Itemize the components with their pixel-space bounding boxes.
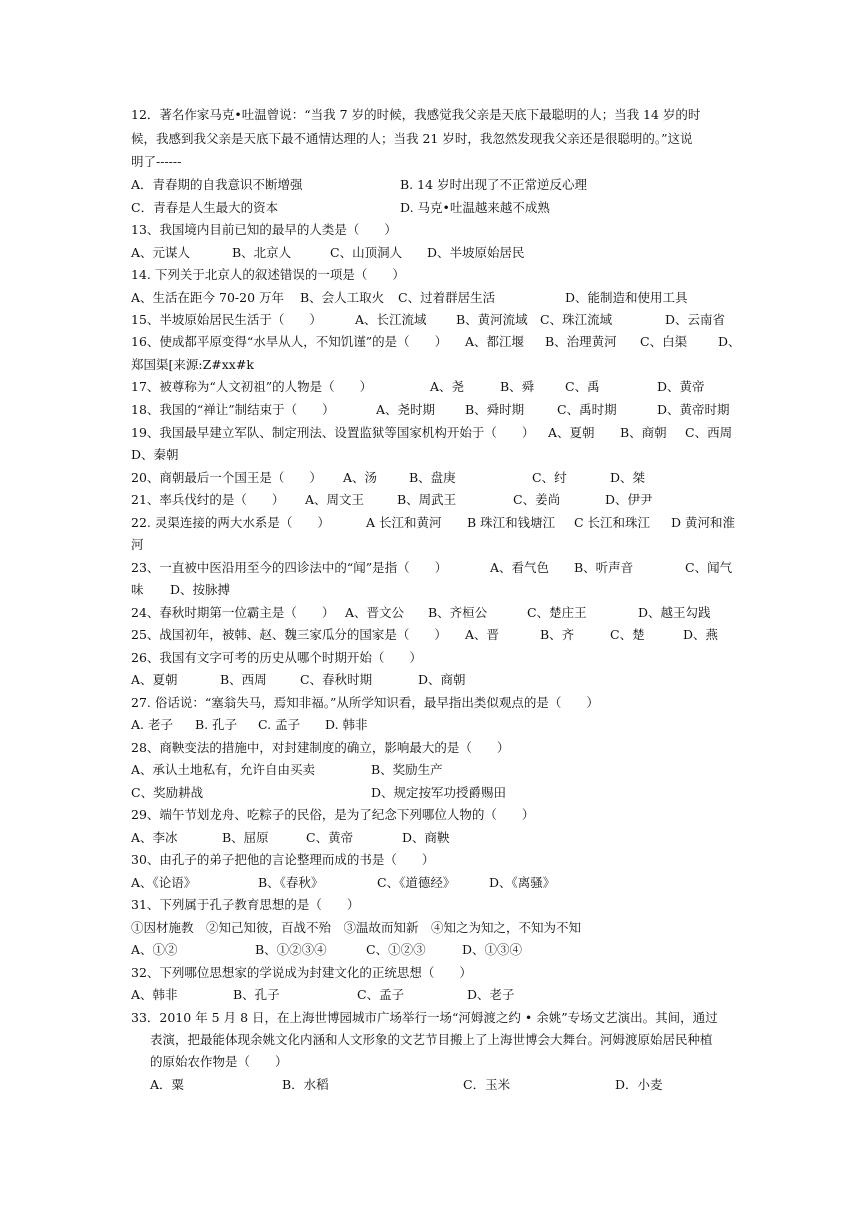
q19-option-b: B、商朝 — [620, 425, 667, 440]
q26-option-a: A、夏朝 — [131, 672, 178, 687]
q18-option-d: D、黄帝时期 — [657, 402, 730, 417]
q33-option-c: C．玉米 — [463, 1077, 511, 1092]
q21-option-b: B、周武王 — [397, 492, 457, 507]
q29-option-b: B、屈原 — [222, 830, 269, 845]
q25-option-d: D、燕 — [683, 627, 719, 642]
q19-option-c: C、西周 — [685, 425, 733, 440]
q25-stem: 25、战国初年，被韩、赵、魏三家瓜分的国家是（ ） — [131, 627, 447, 642]
q28-stem: 28、商鞅变法的措施中，对封建制度的确立，影响最大的是（ ） — [131, 740, 510, 755]
q30-option-b: B、《春秋》 — [258, 875, 324, 890]
q24-option-d: D、越王勾践 — [638, 605, 711, 620]
q30-option-d: D、《离骚》 — [489, 875, 556, 890]
q33-stem-line-1: 33．2010 年 5 月 8 日，在上海世博园城市广场举行一场“河姆渡之约 • 余姚”专场文艺演出。其间，通过 — [131, 1010, 718, 1025]
q13-option-b: B、北京人 — [232, 245, 292, 260]
q28-option-c: C、奖励耕战 — [131, 785, 204, 800]
q33-stem-line-3: 的原始农作物是（ ） — [150, 1054, 288, 1069]
q27-option-b: B. 孔子 — [195, 717, 238, 732]
q18-option-a: A、尧时期 — [376, 402, 436, 417]
q12-stem-line-1: 12．著名作家马克•吐温曾说：“当我 7 岁的时候，我感觉我父亲是天底下最聪明的人；当我 14 岁的时 — [131, 107, 701, 122]
q23-option-b: B、听声音 — [574, 560, 634, 575]
q31-items: ①因材施教 ②知己知彼，百战不殆 ③温故而知新 ④知之为知之，不知为不知 — [131, 920, 582, 935]
q24-option-a: A、晋文公 — [345, 605, 405, 620]
q17-option-c: C、禹 — [565, 379, 600, 394]
q31-option-c: C、①②③ — [366, 942, 426, 957]
q23-option-a: A、看气色 — [490, 560, 550, 575]
q16-continuation: 郑国渠[来源:Z#xx#k — [131, 357, 254, 372]
q23-stem: 23、一直被中医沿用至今的四诊法中的“闻”是指（ ） — [131, 560, 448, 575]
q32-option-c: C、孟子 — [357, 987, 405, 1002]
q18-option-c: C、禹时期 — [557, 402, 617, 417]
q25-option-a: A、晋 — [465, 627, 500, 642]
q12-option-a: A．青春期的自我意识不断增强 — [131, 177, 303, 192]
q33-stem-line-2: 表演，把最能体现余姚文化内涵和人文形象的文艺节目搬上了上海世博会大舞台。河姆渡原始居民种植 — [150, 1032, 713, 1047]
q23-option-c: C、闻气 — [685, 560, 733, 575]
q27-stem: 27. 俗话说：“塞翁失马，焉知非福。”从所学知识看，最早指出类似观点的是（ ） — [131, 695, 599, 710]
q32-stem: 32、下列哪位思想家的学说成为封建文化的正统思想（ ） — [131, 965, 472, 980]
q22-option-c: C 长江和珠江 — [574, 515, 651, 530]
q13-option-d: D、半坡原始居民 — [427, 245, 525, 260]
q20-stem: 20、商朝最后一个国王是（ ） — [131, 470, 322, 485]
q16-stem: 16、使成都平原变得“水旱从人，不知饥谨”的是（ ） — [131, 334, 448, 349]
q21-option-c: C、姜尚 — [513, 492, 561, 507]
q17-option-b: B、舜 — [500, 379, 535, 394]
q25-option-c: C、楚 — [610, 627, 645, 642]
q15-option-d: D、云南省 — [665, 312, 726, 327]
q31-option-b: B、①②③④ — [255, 942, 327, 957]
q12-option-b: B. 14 岁时出现了不正常逆反心理 — [400, 177, 588, 192]
q14-option-c: C、过着群居生活 — [398, 290, 496, 305]
q15-option-c: C、珠江流域 — [540, 312, 613, 327]
q18-option-b: B、舜时期 — [465, 402, 525, 417]
q23-option-d: D、按脉搏 — [170, 582, 231, 597]
q31-option-d: D、①③④ — [462, 942, 523, 957]
q18-stem: 18、我国的“禅让”制结束于（ ） — [131, 402, 335, 417]
q16-option-a: A、都江堰 — [465, 334, 525, 349]
q26-option-b: B、西周 — [220, 672, 267, 687]
q13-option-a: A、元谋人 — [131, 245, 191, 260]
q29-option-c: C、黄帝 — [306, 830, 354, 845]
q24-option-c: C、楚庄王 — [527, 605, 587, 620]
q24-stem: 24、春秋时期第一位霸主是（ ） — [131, 605, 335, 620]
q14-option-a: A、生活在距今 70-20 万年 — [131, 290, 285, 305]
q33-option-a: A．粟 — [150, 1077, 185, 1092]
q26-option-c: C、春秋时期 — [300, 672, 373, 687]
q31-stem: 31、下列属于孔子教育思想的是（ ） — [131, 897, 360, 912]
q29-option-d: D、商鞅 — [402, 830, 450, 845]
q19-stem: 19、我国最早建立军队、制定刑法、设置监狱等国家机构开始于（ ） — [131, 425, 535, 440]
q13-option-c: C、山顶洞人 — [330, 245, 403, 260]
q32-option-d: D、老子 — [467, 987, 515, 1002]
q22-continuation: 河 — [131, 537, 144, 552]
q29-option-a: A、李冰 — [131, 830, 178, 845]
q24-option-b: B、齐桓公 — [428, 605, 488, 620]
q12-option-d: D. 马克•吐温越来越不成熟 — [400, 200, 550, 215]
q14-option-d: D、能制造和使用工具 — [565, 290, 688, 305]
q14-stem: 14. 下列关于北京人的叙述错误的一项是（ ） — [131, 267, 405, 282]
q30-option-c: C、《道德经》 — [377, 875, 456, 890]
q20-option-d: D、桀 — [610, 470, 646, 485]
q30-stem: 30、由孔子的弟子把他的言论整理而成的书是（ ） — [131, 852, 435, 867]
q22-option-d: D 黄河和淮 — [671, 515, 735, 530]
q27-option-a: A. 老子 — [131, 717, 173, 732]
q16-option-b: B、治理黄河 — [545, 334, 617, 349]
q14-option-b: B、会人工取火 — [300, 290, 385, 305]
q32-option-a: A、韩非 — [131, 987, 178, 1002]
q20-option-b: B、盘庚 — [409, 470, 456, 485]
q21-option-d: D、伊尹 — [605, 492, 653, 507]
q27-option-d: D. 韩非 — [325, 717, 368, 732]
q17-option-d: D、黄帝 — [657, 379, 705, 394]
q16-option-d: D、 — [718, 334, 741, 349]
q20-option-c: C、纣 — [532, 470, 567, 485]
q17-stem: 17、被尊称为“人文初祖”的人物是（ ） — [131, 379, 373, 394]
q15-option-a: A、长江流域 — [355, 312, 427, 327]
q22-option-a: A 长江和黄河 — [366, 515, 442, 530]
q25-option-b: B、齐 — [540, 627, 575, 642]
q17-option-a: A、尧 — [430, 379, 465, 394]
q12-stem-line-3: 明了------ — [131, 154, 182, 169]
q33-option-b: B．水稻 — [282, 1077, 329, 1092]
q15-stem: 15、半坡原始居民生活于（ ） — [131, 312, 322, 327]
q30-option-a: A、《论语》 — [131, 875, 197, 890]
q19-option-a: A、夏朝 — [548, 425, 595, 440]
q26-option-d: D、商朝 — [418, 672, 466, 687]
q22-stem: 22. 灵渠连接的两大水系是（ ） — [131, 515, 330, 530]
q21-stem: 21、率兵伐纣的是（ ） — [131, 492, 285, 507]
q16-option-c: C、白渠 — [640, 334, 688, 349]
q28-option-d: D、规定按军功授爵赐田 — [371, 785, 507, 800]
q12-stem-line-2: 候，我感到我父亲是天底下最不通情达理的人；当我 21 岁时，我忽然发现我父亲还是很聪明的。”这说 — [131, 131, 693, 146]
q28-option-b: B、奖励生产 — [371, 762, 443, 777]
q26-stem: 26、我国有文字可考的历史从哪个时期开始（ ） — [131, 650, 422, 665]
q23-continuation: 味 — [131, 582, 144, 597]
q12-option-c: C．青春是人生最大的资本 — [131, 200, 279, 215]
q32-option-b: B、孔子 — [233, 987, 280, 1002]
q28-option-a: A、承认土地私有，允许自由买卖 — [131, 762, 316, 777]
q13-stem: 13、我国境内目前已知的最早的人类是（ ） — [131, 222, 397, 237]
q29-stem: 29、端午节划龙舟、吃粽子的民俗，是为了纪念下列哪位人物的（ ） — [131, 807, 535, 822]
q27-option-c: C. 孟子 — [258, 717, 301, 732]
q21-option-a: A、周文王 — [305, 492, 365, 507]
q19-continuation: D、秦朝 — [131, 447, 179, 462]
q31-option-a: A、①② — [131, 942, 178, 957]
q22-option-b: B 珠江和钱塘江 — [467, 515, 556, 530]
q15-option-b: B、黄河流域 — [456, 312, 528, 327]
q33-option-d: D．小麦 — [615, 1077, 663, 1092]
q20-option-a: A、汤 — [343, 470, 378, 485]
